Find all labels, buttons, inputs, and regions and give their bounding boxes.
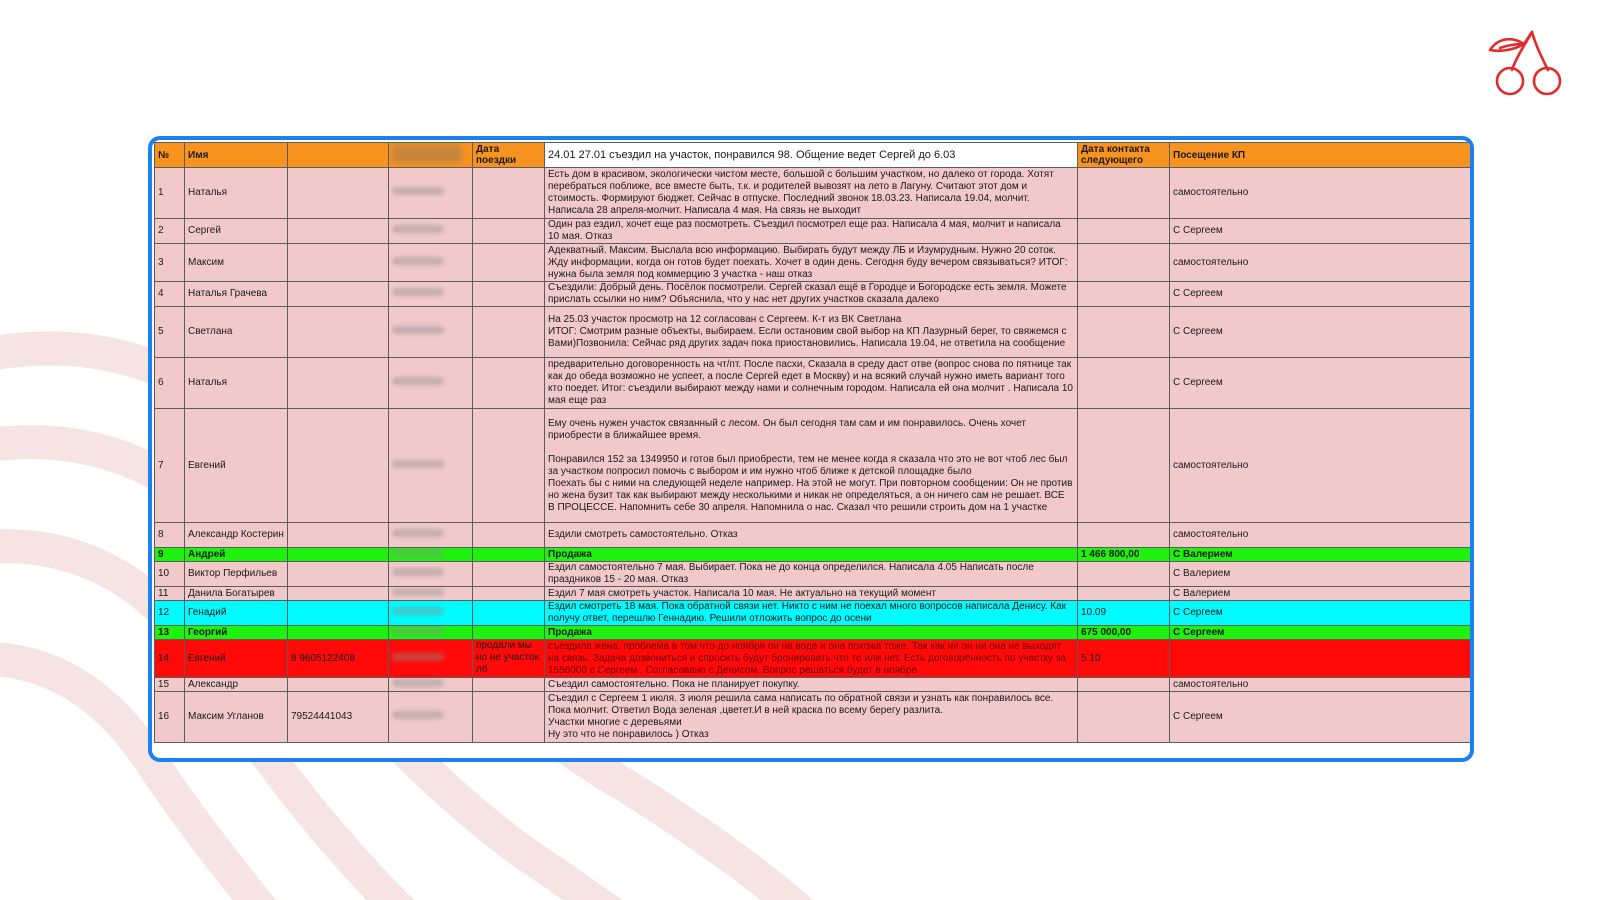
cell-visit[interactable]: С Сергеем bbox=[1170, 358, 1473, 409]
cell-phone[interactable]: 79524441043 bbox=[288, 692, 389, 743]
table-row[interactable] bbox=[155, 523, 1473, 548]
table-row[interactable] bbox=[155, 640, 1473, 678]
cell-phone[interactable] bbox=[288, 601, 389, 626]
redacted-value bbox=[392, 549, 444, 557]
cell-num[interactable]: 15 bbox=[155, 678, 185, 692]
redacted-value bbox=[392, 711, 444, 719]
table-row[interactable] bbox=[155, 548, 1473, 562]
table-row[interactable] bbox=[155, 282, 1473, 307]
cell-phone[interactable] bbox=[288, 587, 389, 601]
cell-trip[interactable] bbox=[473, 523, 545, 548]
cell-visit[interactable]: С Сергеем bbox=[1170, 626, 1473, 640]
cell-name[interactable]: Данила Богатырев bbox=[185, 587, 288, 601]
cell-phone[interactable] bbox=[288, 626, 389, 640]
cell-name[interactable]: Александр bbox=[185, 678, 288, 692]
cell-redacted[interactable] bbox=[389, 244, 473, 282]
cell-next-contact[interactable] bbox=[1078, 678, 1170, 692]
redacted-value bbox=[392, 607, 444, 615]
cell-note[interactable]: Ему очень нужен участок связанный с лесом. Он был сегодня там сам и им понравилось. Очень хочет приобрести в ближайшее время. Понравился 152 за 1349950 и готов был приобрести, тем не менее когда я сказала что это не вот чтоб лес был за участком попросил помочь с выбором и им нужно чтоб ближе к детской площадке было Поехать бы с ними на следующей неделе например. На этой не могут. При повторном сообщении: Он не против но жена бузит так как выбирают между несколькими и никак не определяться, а он ничего сам не решает. ВСЕ В ПРОЦЕССЕ. Напомнить себе 30 апреля. Напомнила о нас. Сказал что решили строить дом на 1 участке bbox=[545, 409, 1078, 523]
cell-phone[interactable] bbox=[288, 219, 389, 244]
cell-next-contact[interactable] bbox=[1078, 523, 1170, 548]
table-row[interactable] bbox=[155, 168, 1473, 219]
cell-visit[interactable]: С Валерием bbox=[1170, 562, 1473, 587]
cell-note[interactable]: Ездили смотреть самостоятельно. Отказ bbox=[545, 523, 1078, 548]
cell-name[interactable]: Наталья Грачева bbox=[185, 282, 288, 307]
cell-visit[interactable]: самостоятельно bbox=[1170, 678, 1473, 692]
cell-visit[interactable]: С Сергеем bbox=[1170, 307, 1473, 358]
cell-phone[interactable] bbox=[288, 548, 389, 562]
cell-trip[interactable] bbox=[473, 358, 545, 409]
cell-phone[interactable] bbox=[288, 358, 389, 409]
table-row[interactable] bbox=[155, 307, 1473, 358]
redacted-value bbox=[392, 627, 444, 635]
redacted-value bbox=[392, 568, 444, 576]
cell-note[interactable]: предварительно договоренность на чт/пт. После пасхи, Сказала в среду даст отве (вопрос снова по пятнице так как до обеда возможно не успеет, а после Сергей едет в Москву) и на всякий случай нужно иметь вариант того кто поедет. Итог: съездили выбирают между нами и солнечным городом. Написала ей она молчит . Написала 10 мая еще раз bbox=[545, 358, 1078, 409]
cell-next-contact[interactable]: 10.09 bbox=[1078, 601, 1170, 626]
cell-name[interactable]: Александр Костерин bbox=[185, 523, 288, 548]
cell-name[interactable]: Светлана bbox=[185, 307, 288, 358]
cell-trip[interactable] bbox=[473, 409, 545, 523]
cell-redacted[interactable] bbox=[389, 548, 473, 562]
header-visit: Посещение КП bbox=[1170, 143, 1473, 168]
table-row[interactable] bbox=[155, 601, 1473, 626]
cell-redacted[interactable] bbox=[389, 358, 473, 409]
cell-note[interactable]: Ездил 7 мая смотреть участок. Написала 10 мая. Не актуально на текущий момент bbox=[545, 587, 1078, 601]
cell-trip[interactable] bbox=[473, 244, 545, 282]
cell-num[interactable]: 8 bbox=[155, 523, 185, 548]
cell-next-contact[interactable] bbox=[1078, 692, 1170, 743]
cell-phone[interactable] bbox=[288, 307, 389, 358]
cell-next-contact[interactable] bbox=[1078, 358, 1170, 409]
cell-note[interactable]: Съездил с Сергеем 1 июля. 3 июля решила сама написать по обратной связи и узнать как понравилось все. Пока молчит. Ответил Вода зеленая ,цветет.И в ней краска по всему берегу разлита. Участки многие с деревьями Ну это что не понравилось ) Отказ bbox=[545, 692, 1078, 743]
redacted-value bbox=[392, 288, 444, 296]
cell-num[interactable]: 7 bbox=[155, 409, 185, 523]
header-next-contact: Дата контакта следующего bbox=[1078, 143, 1170, 168]
cell-next-contact[interactable] bbox=[1078, 587, 1170, 601]
cell-phone[interactable] bbox=[288, 409, 389, 523]
cell-trip[interactable] bbox=[473, 562, 545, 587]
cell-trip[interactable] bbox=[473, 548, 545, 562]
cell-next-contact[interactable] bbox=[1078, 219, 1170, 244]
cell-visit[interactable]: самостоятельно bbox=[1170, 244, 1473, 282]
cell-redacted[interactable] bbox=[389, 601, 473, 626]
spreadsheet-frame bbox=[148, 136, 1474, 762]
header-phone bbox=[288, 143, 389, 168]
header-num: № bbox=[155, 143, 185, 168]
cell-next-contact[interactable] bbox=[1078, 282, 1170, 307]
cell-note[interactable]: Съездили: Добрый день. Посёлок посмотрели. Сергей сказал ещё в Городце и Богородске есть земля. Можете прислать ссылки но ним? Объяснила, что у нас нет других участков сказала далеко bbox=[545, 282, 1078, 307]
cell-phone[interactable] bbox=[288, 168, 389, 219]
header-name: Имя bbox=[185, 143, 288, 168]
cell-trip[interactable] bbox=[473, 692, 545, 743]
cell-redacted[interactable] bbox=[389, 678, 473, 692]
cell-trip[interactable] bbox=[473, 678, 545, 692]
cell-visit[interactable]: С Сергеем bbox=[1170, 219, 1473, 244]
cell-num[interactable]: 14 bbox=[155, 640, 185, 678]
redacted-value bbox=[392, 187, 444, 195]
cell-note[interactable]: Есть дом в красивом, экологически чистом месте, большой с большим участком, но далеко от города. Хотят перебраться поближе, все вместе быть, т.к. и родителей вывозят на лето в Лагуну. Считают этот дом и стоимость. Формируют бюджет. Сейчас в отпуске. Последний звонок 18.03.23. Написала 19.04, молчит. Написала 28 апреля-молчит. Написала 4 мая. На связь не выходит bbox=[545, 168, 1078, 219]
cell-note[interactable]: Адекватный. Максим. Выслала всю информацию. Выбирать будут между ЛБ и Изумрудным. Нужно 20 соток. Жду информации, когда он готов будет поехать. Хочет в один день. Сегодня буду вечером связываться? ИТОГ: нужна была земля под коммерцию 3 участка - наш отказ bbox=[545, 244, 1078, 282]
cell-num[interactable]: 6 bbox=[155, 358, 185, 409]
cell-phone[interactable] bbox=[288, 523, 389, 548]
cell-num[interactable]: 12 bbox=[155, 601, 185, 626]
cell-name[interactable]: Максим Угланов bbox=[185, 692, 288, 743]
redacted-value bbox=[392, 653, 444, 661]
table-row[interactable] bbox=[155, 587, 1473, 601]
cell-num[interactable]: 2 bbox=[155, 219, 185, 244]
cell-name[interactable]: Максим bbox=[185, 244, 288, 282]
cell-redacted[interactable] bbox=[389, 307, 473, 358]
cell-trip[interactable] bbox=[473, 307, 545, 358]
header-trip-date: Дата поездки bbox=[473, 143, 545, 168]
cell-num[interactable]: 13 bbox=[155, 626, 185, 640]
redacted-value bbox=[392, 377, 444, 385]
cell-visit[interactable]: С Сергеем bbox=[1170, 601, 1473, 626]
cell-next-contact[interactable]: 1 466 800,00 bbox=[1078, 548, 1170, 562]
cell-visit[interactable] bbox=[1170, 640, 1473, 678]
redacted-value bbox=[392, 257, 444, 265]
cell-redacted[interactable] bbox=[389, 626, 473, 640]
cell-name[interactable]: Андрей bbox=[185, 548, 288, 562]
cell-redacted[interactable] bbox=[389, 523, 473, 548]
cell-redacted[interactable] bbox=[389, 282, 473, 307]
cell-trip[interactable] bbox=[473, 282, 545, 307]
redacted-value bbox=[392, 588, 444, 596]
cell-note[interactable]: Один раз ездил, хочет еще раз посмотреть. Съездил посмотрел еще раз. Написала 4 мая, молчит и написала 10 мая. Отказ bbox=[545, 219, 1078, 244]
header-row bbox=[155, 143, 1473, 168]
cell-next-contact[interactable] bbox=[1078, 307, 1170, 358]
redacted-value bbox=[392, 460, 444, 468]
table-row[interactable] bbox=[155, 409, 1473, 523]
table-row[interactable] bbox=[155, 692, 1473, 743]
cell-redacted[interactable] bbox=[389, 219, 473, 244]
cell-name[interactable]: Генадий bbox=[185, 601, 288, 626]
cell-trip[interactable] bbox=[473, 626, 545, 640]
cell-num[interactable]: 1 bbox=[155, 168, 185, 219]
cell-name[interactable]: Виктор Перфильев bbox=[185, 562, 288, 587]
cell-next-contact[interactable]: 675 000,00 bbox=[1078, 626, 1170, 640]
cell-visit[interactable]: самостоятельно bbox=[1170, 409, 1473, 523]
table-row[interactable] bbox=[155, 626, 1473, 640]
cell-num[interactable]: 11 bbox=[155, 587, 185, 601]
cell-trip[interactable]: продали мы но не участок лб bbox=[473, 640, 545, 678]
cell-visit[interactable]: самостоятельно bbox=[1170, 523, 1473, 548]
cell-redacted[interactable] bbox=[389, 587, 473, 601]
cell-redacted[interactable] bbox=[389, 692, 473, 743]
cherry-icon bbox=[1488, 28, 1568, 98]
cell-name[interactable]: Наталья bbox=[185, 358, 288, 409]
cell-next-contact[interactable] bbox=[1078, 562, 1170, 587]
cell-trip[interactable] bbox=[473, 587, 545, 601]
table-row[interactable] bbox=[155, 358, 1473, 409]
table-row[interactable] bbox=[155, 219, 1473, 244]
redacted-value bbox=[392, 225, 444, 233]
cell-next-contact[interactable] bbox=[1078, 244, 1170, 282]
cell-note[interactable]: Ездил смотреть 18 мая. Пока обратной связи нет. Никто с ним не поехал много вопросов написала Денису. Как получу ответ, перешлю Геннадию. Решили отложить вопрос до осени bbox=[545, 601, 1078, 626]
cell-next-contact[interactable] bbox=[1078, 168, 1170, 219]
cell-note[interactable]: На 25.03 участок просмотр на 12 согласован с Сергеем. К-т из ВК Светлана ИТОГ: Смотрим разные объекты, выбираем. Если остановим свой выбор на КП Лазурный берег, то свяжемся с Вами)Позвонила: Сейчас ряд других задач пока приостановились. Написала 19.04, не ответила на сообщение bbox=[545, 307, 1078, 358]
cell-trip[interactable] bbox=[473, 168, 545, 219]
cell-trip[interactable] bbox=[473, 601, 545, 626]
cell-num[interactable]: 3 bbox=[155, 244, 185, 282]
cell-note[interactable]: Продажа bbox=[545, 626, 1078, 640]
cell-next-contact[interactable]: 5.10 bbox=[1078, 640, 1170, 678]
header-redacted bbox=[389, 143, 473, 168]
redacted-value bbox=[392, 326, 444, 334]
table-body bbox=[155, 168, 1473, 743]
cell-next-contact[interactable] bbox=[1078, 409, 1170, 523]
redacted-value bbox=[392, 529, 444, 537]
cell-num[interactable]: 5 bbox=[155, 307, 185, 358]
cell-visit[interactable]: С Валерием bbox=[1170, 548, 1473, 562]
cell-trip[interactable] bbox=[473, 219, 545, 244]
cell-visit[interactable]: самостоятельно bbox=[1170, 168, 1473, 219]
table-row[interactable] bbox=[155, 244, 1473, 282]
cell-note[interactable]: съездила жена, проблема в том что до ноября он на воде и она похожа тоже. Так как ни он ни она не выходят на связь. Задача дозвониться и спросить будут бронировать что то или нет. Есть договорённость по участку за 1556000 с Сергеем . Согласовано с Денисом. Вопрос решаться будет в ноябре bbox=[545, 640, 1078, 678]
cell-name[interactable]: Георгий bbox=[185, 626, 288, 640]
cell-visit[interactable]: С Сергеем bbox=[1170, 692, 1473, 743]
cell-redacted[interactable] bbox=[389, 409, 473, 523]
table-row[interactable] bbox=[155, 562, 1473, 587]
cell-name[interactable]: Евгений bbox=[185, 640, 288, 678]
cell-name[interactable]: Евгений bbox=[185, 409, 288, 523]
cell-name[interactable]: Наталья bbox=[185, 168, 288, 219]
cell-name[interactable]: Сергей bbox=[185, 219, 288, 244]
cell-num[interactable]: 4 bbox=[155, 282, 185, 307]
redacted-header bbox=[392, 145, 462, 163]
cell-note[interactable]: Ездил самостоятельно 7 мая. Выбирает. Пока не до конца определился. Написала 4.05 Написать после праздников 15 - 20 мая. Отказ bbox=[545, 562, 1078, 587]
cell-visit[interactable]: С Валерием bbox=[1170, 587, 1473, 601]
cell-visit[interactable]: С Сергеем bbox=[1170, 282, 1473, 307]
cell-phone[interactable] bbox=[288, 244, 389, 282]
spreadsheet-table bbox=[154, 142, 1473, 743]
cell-redacted[interactable] bbox=[389, 168, 473, 219]
redacted-value bbox=[392, 679, 444, 687]
cell-redacted[interactable] bbox=[389, 562, 473, 587]
cell-phone[interactable] bbox=[288, 562, 389, 587]
cell-phone[interactable]: 8 9605122408 bbox=[288, 640, 389, 678]
cell-note[interactable]: Продажа bbox=[545, 548, 1078, 562]
cell-phone[interactable] bbox=[288, 282, 389, 307]
cell-phone[interactable] bbox=[288, 678, 389, 692]
cell-num[interactable]: 9 bbox=[155, 548, 185, 562]
cell-redacted[interactable] bbox=[389, 640, 473, 678]
table-row[interactable] bbox=[155, 678, 1473, 692]
cell-note[interactable]: Съездил самостоятельно. Пока не планирует покупку. bbox=[545, 678, 1078, 692]
cell-num[interactable]: 16 bbox=[155, 692, 185, 743]
cell-num[interactable]: 10 bbox=[155, 562, 185, 587]
header-note: 24.01 27.01 съездил на участок, понравился 98. Общение ведет Сергей до 6.03 bbox=[545, 143, 1078, 168]
